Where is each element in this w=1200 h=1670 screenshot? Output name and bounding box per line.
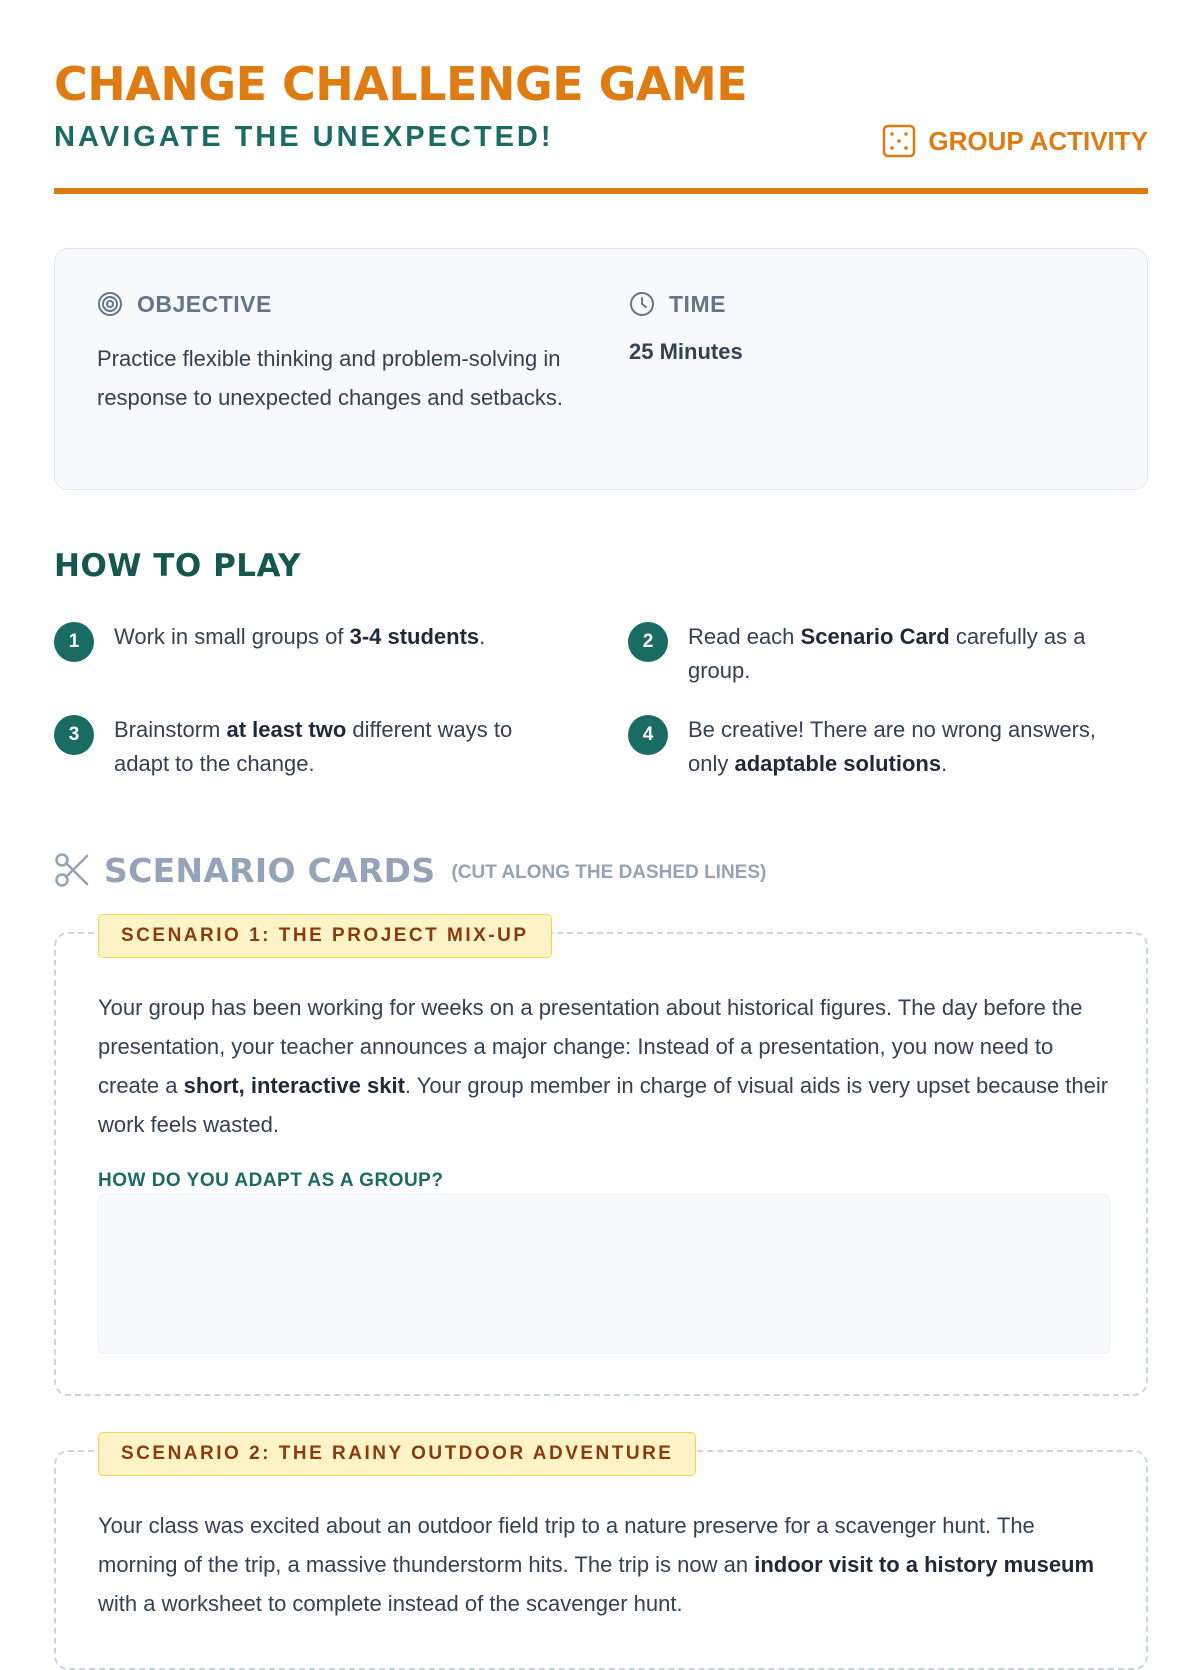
- objective-text: Practice flexible thinking and problem-solving in response to unexpected changes and setbacks.: [97, 346, 563, 410]
- page-header: [54, 56, 1148, 194]
- how-to-play-heading: HOW TO PLAY: [54, 548, 302, 584]
- info-box: [54, 248, 1148, 490]
- step-item: [628, 620, 1138, 688]
- page-subtitle: NAVIGATE THE UNEXPECTED!: [54, 121, 554, 153]
- target-icon: [97, 291, 123, 317]
- time-label: TIME: [669, 290, 726, 317]
- step-text: Work in small groups of 3-4 students.: [114, 624, 486, 649]
- scenario-text: Your class was excited about an outdoor field trip to a nature preserve for a scavenger hunt. The morning of the trip, a massive thunderstorm hits. The trip is now an indoor visit to a history museum with a worksheet to complete instead of the scavenger hunt.: [98, 1513, 1095, 1616]
- scenario-label: SCENARIO 2: THE RAINY OUTDOOR ADVENTURE: [98, 1432, 696, 1476]
- step-number: 4: [628, 715, 668, 755]
- step-number: 3: [54, 715, 94, 755]
- objective-section: [97, 289, 567, 417]
- scenario-cards-title: SCENARIO CARDS: [104, 850, 436, 890]
- time-section: [629, 289, 1029, 367]
- scenario-card: [54, 925, 1148, 1396]
- scenario-question: HOW DO YOU ADAPT AS A GROUP?: [98, 1170, 444, 1191]
- scenario-label: SCENARIO 1: THE PROJECT MIX-UP: [98, 914, 552, 958]
- step-text: Read each Scenario Card carefully as a group.: [688, 624, 1086, 683]
- header-divider: [54, 188, 1148, 194]
- scenario-text: Your group has been working for weeks on a presentation about historical figures. The day before the presentation, your teacher announces a major change: Instead of a presentation, you now need to create a short, interactive skit. Your group member in charge of visual aids is very upset because their work feels wasted.: [98, 995, 1109, 1137]
- scenario-cards-note: (CUT ALONG THE DASHED LINES): [451, 862, 767, 883]
- time-heading: [629, 289, 1029, 319]
- clock-icon: [629, 291, 655, 317]
- answer-area[interactable]: [98, 1194, 1110, 1354]
- scenario-card: [54, 1443, 1148, 1670]
- scissors-icon: [54, 852, 90, 888]
- dice-icon: [882, 124, 916, 158]
- step-item: [54, 620, 564, 662]
- badge-label: GROUP ACTIVITY: [928, 126, 1148, 156]
- step-item: [628, 713, 1138, 781]
- objective-heading: [97, 289, 567, 319]
- objective-label: OBJECTIVE: [137, 290, 272, 317]
- time-value: 25 Minutes: [629, 339, 743, 364]
- step-number: 2: [628, 622, 668, 662]
- step-number: 1: [54, 622, 94, 662]
- scenario-cards-heading: [54, 850, 766, 890]
- group-activity-badge: [882, 124, 1148, 158]
- step-text: Brainstorm at least two different ways to adapt to the change.: [114, 717, 513, 776]
- step-item: [54, 713, 564, 781]
- step-text: Be creative! There are no wrong answers, only adaptable solutions.: [688, 717, 1097, 776]
- page-title: CHANGE CHALLENGE GAME: [54, 57, 748, 111]
